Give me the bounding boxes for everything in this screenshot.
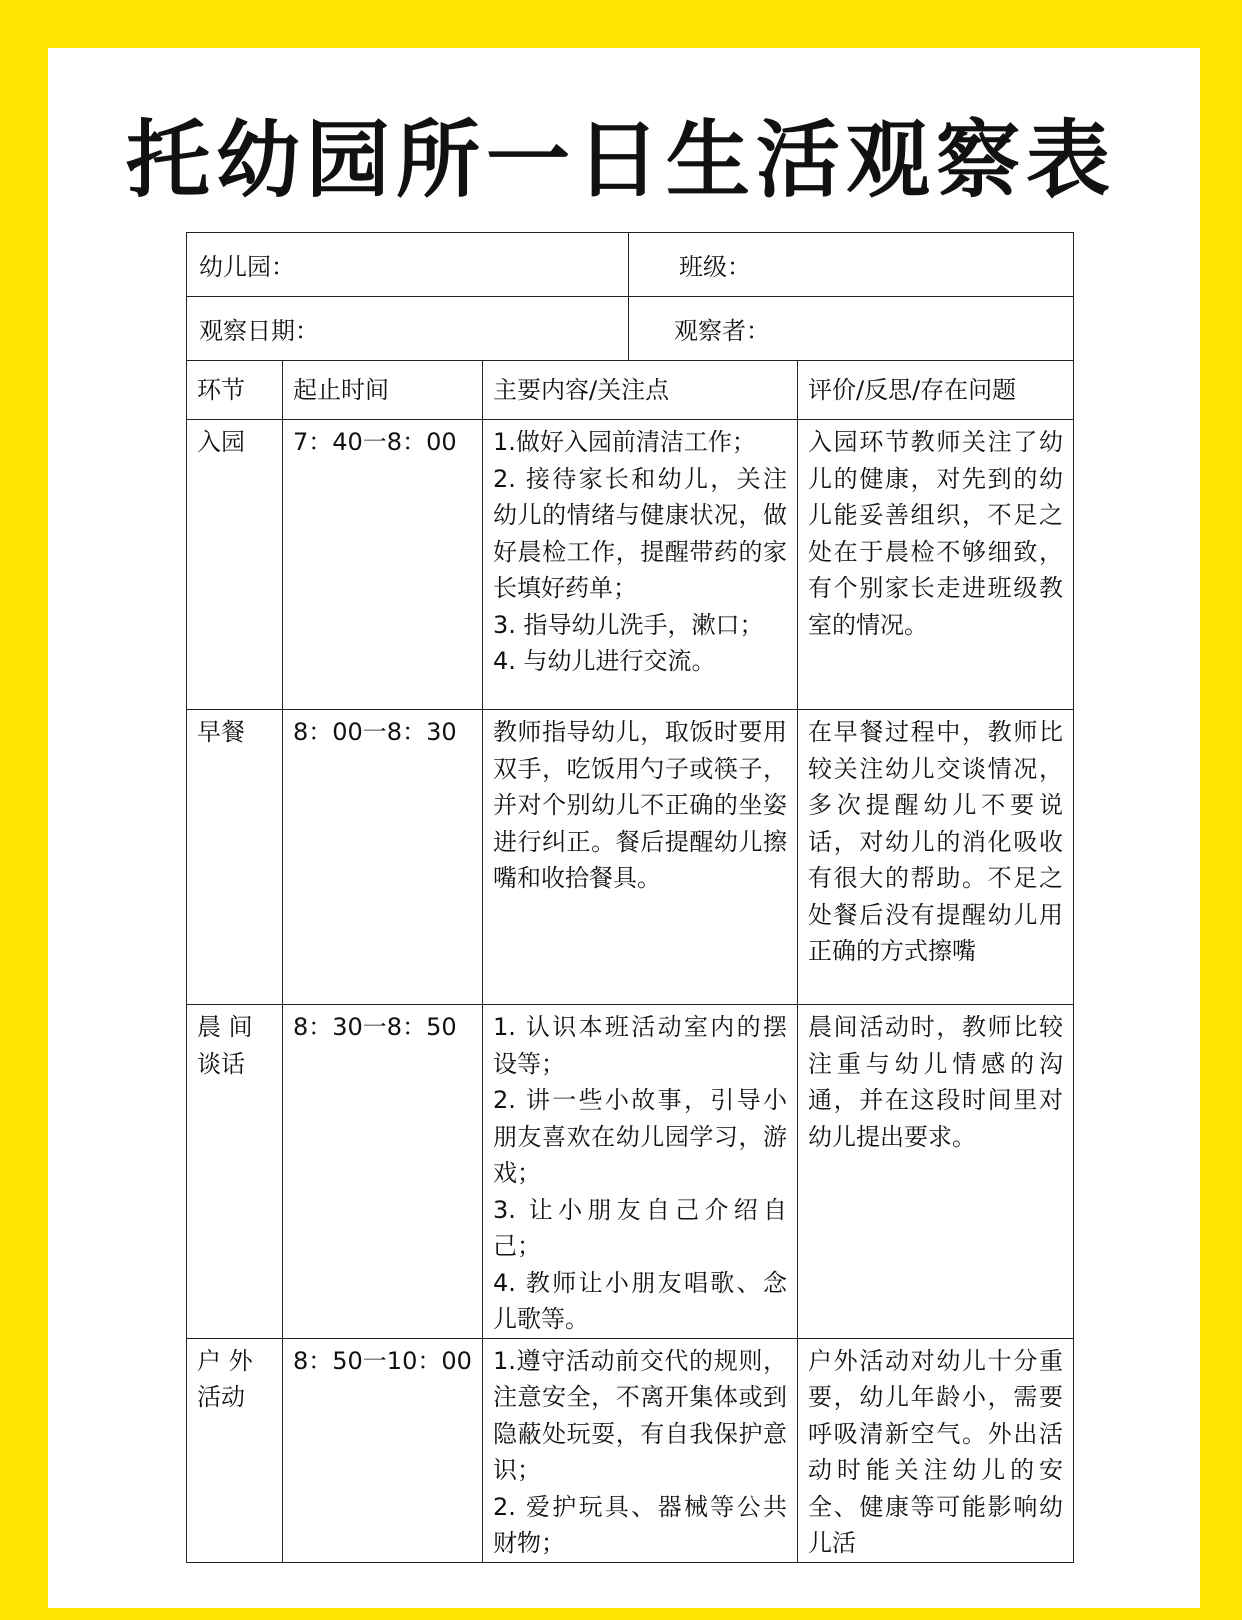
evaluation-cell: 户外活动对幼儿十分重要，幼儿年龄小，需要呼吸清新空气。外出活动时能关注幼儿的安全、健康等可能影响幼儿活 <box>798 1338 1074 1562</box>
evaluation-cell: 在早餐过程中，教师比较关注幼儿交谈情况，多次提醒幼儿不要说话，对幼儿的消化吸收有很大的帮助。不足之处餐后没有提醒幼儿用正确的方式擦嘴 <box>798 710 1074 1005</box>
kindergarten-field: 幼儿园： <box>187 233 629 297</box>
table-row <box>187 710 1074 1005</box>
column-header-time: 起止时间 <box>283 361 483 420</box>
table-row <box>187 1005 1074 1339</box>
observation-table <box>186 360 1074 1563</box>
column-header-evaluation: 评价/反思/存在问题 <box>798 361 1074 420</box>
table-row <box>187 420 1074 710</box>
stage-cell: 晨 间 谈话 <box>187 1005 283 1339</box>
stage-cell: 户 外 活动 <box>187 1338 283 1562</box>
time-cell: 8：50一10：00 <box>283 1338 483 1562</box>
table-row <box>187 1338 1074 1562</box>
table-header-row <box>187 361 1074 420</box>
info-table <box>186 232 1074 361</box>
content-cell: 教师指导幼儿，取饭时要用双手，吃饭用勺子或筷子，并对个别幼儿不正确的坐姿进行纠正。餐后提醒幼儿擦嘴和收拾餐具。 <box>483 710 798 1005</box>
class-field: 班级： <box>629 233 1074 297</box>
observation-date-field: 观察日期： <box>187 297 629 361</box>
time-cell: 8：00一8：30 <box>283 710 483 1005</box>
content-cell: 1.做好入园前清洁工作； 2. 接待家长和幼儿，关注幼儿的情绪与健康状况，做好晨检工作，提醒带药的家长填好药单； 3. 指导幼儿洗手，漱口； 4. 与幼儿进行交流。 <box>483 420 798 710</box>
content-cell: 1. 认识本班活动室内的摆设等； 2. 讲一些小故事，引导小朋友喜欢在幼儿园学习，游戏； 3. 让小朋友自己介绍自己； 4. 教师让小朋友唱歌、念儿歌等。 <box>483 1005 798 1339</box>
evaluation-cell: 入园环节教师关注了幼儿的健康，对先到的幼儿能妥善组织，不足之处在于晨检不够细致，有个别家长走进班级教室的情况。 <box>798 420 1074 710</box>
time-cell: 7：40一8：00 <box>283 420 483 710</box>
stage-cell: 早餐 <box>187 710 283 1005</box>
observer-field: 观察者： <box>629 297 1074 361</box>
column-header-content: 主要内容/关注点 <box>483 361 798 420</box>
evaluation-cell: 晨间活动时，教师比较注重与幼儿情感的沟通，并在这段时间里对幼儿提出要求。 <box>798 1005 1074 1339</box>
column-header-stage: 环节 <box>187 361 283 420</box>
time-cell: 8：30一8：50 <box>283 1005 483 1339</box>
stage-cell: 入园 <box>187 420 283 710</box>
content-cell: 1.遵守活动前交代的规则，注意安全，不离开集体或到隐蔽处玩耍，有自我保护意识； 2. 爱护玩具、器械等公共财物； <box>483 1338 798 1562</box>
page-title: 托幼园所一日生活观察表 <box>125 111 1116 209</box>
